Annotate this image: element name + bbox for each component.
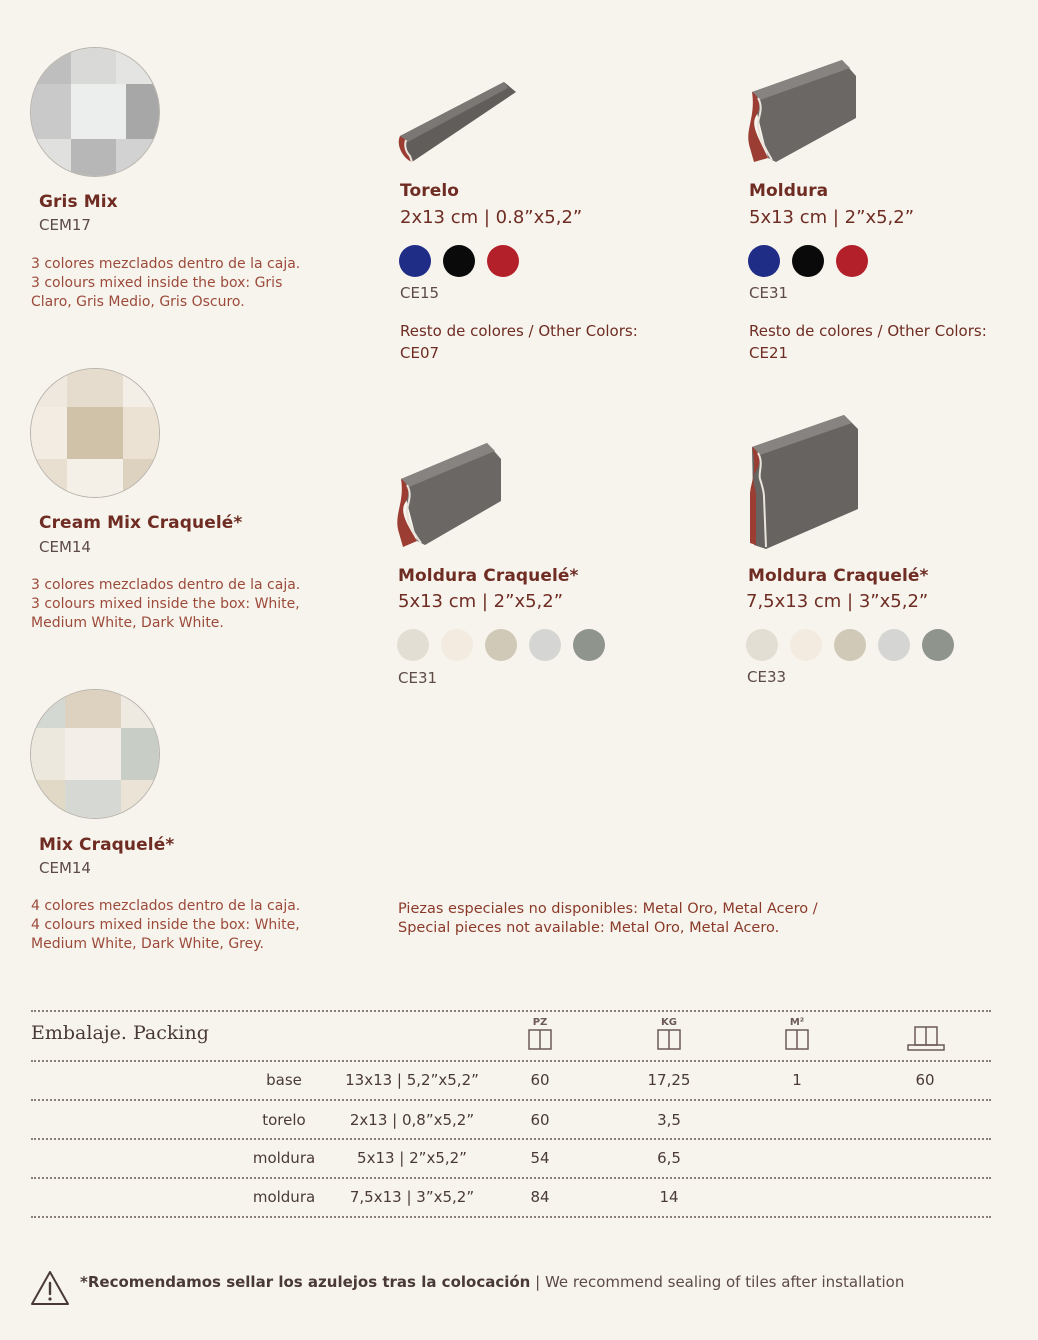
color-swatch xyxy=(746,629,778,661)
product-description: 3 colores mezclados dentro de la caja. 3 colours mixed inside the box: White, Medium White, Dark White. xyxy=(31,577,301,631)
color-swatches xyxy=(397,629,605,661)
color-swatch xyxy=(878,629,910,661)
piece-dimensions: 7,5x13 cm | 3”x5,2” xyxy=(746,591,929,612)
row-pieces: 60 xyxy=(530,1071,550,1089)
row-weight: 14 xyxy=(659,1188,679,1206)
piece-dimensions: 5x13 cm | 2”x5,2” xyxy=(749,207,915,228)
product-code: CEM14 xyxy=(39,859,91,877)
other-colors: Resto de colores / Other Colors: CE21 xyxy=(749,322,987,362)
color-swatch xyxy=(922,629,954,661)
piece-name: Moldura xyxy=(749,181,829,201)
area-header: M² xyxy=(777,1017,817,1053)
piece-dimensions: 5x13 cm | 2”x5,2” xyxy=(398,591,564,612)
color-swatch-blue xyxy=(399,245,431,277)
color-swatch-red xyxy=(487,245,519,277)
row-weight: 3,5 xyxy=(657,1111,681,1129)
product-description: 4 colores mezclados dentro de la caja. 4 colours mixed inside the box: White, Medium White, Dark White, Grey. xyxy=(31,898,301,952)
row-type: torelo xyxy=(262,1111,306,1129)
product-name: Mix Craquelé* xyxy=(39,835,175,855)
pieces-header: PZ xyxy=(520,1017,560,1053)
packing-title: Embalaje. Packing xyxy=(31,1022,209,1044)
color-swatch-black xyxy=(443,245,475,277)
row-type: moldura xyxy=(252,1149,316,1167)
row-area: 1 xyxy=(792,1071,802,1089)
color-swatch xyxy=(485,629,517,661)
row-pieces: 60 xyxy=(530,1111,550,1129)
piece-name: Torelo xyxy=(400,181,460,201)
color-swatch-red xyxy=(836,245,868,277)
row-type: moldura xyxy=(252,1188,316,1206)
moldura-piece-image xyxy=(746,58,862,166)
box-icon xyxy=(657,1028,681,1050)
sealing-recommendation: *Recomendamos sellar los azulejos tras la colocación | We recommend sealing of tiles after installation xyxy=(80,1273,905,1291)
moldura-craquele-piece-image xyxy=(395,441,507,549)
piece-dimensions: 2x13 cm | 0.8”x5,2” xyxy=(400,207,583,228)
row-weight: 6,5 xyxy=(657,1149,681,1167)
product-description: 3 colores mezclados dentro de la caja. 3 colours mixed inside the box: Gris Claro, Gris Medio, Gris Oscuro. xyxy=(31,256,301,310)
product-code: CEM17 xyxy=(39,216,91,234)
piece-code: CE15 xyxy=(400,284,440,302)
row-size: 13x13 | 5,2”x5,2” xyxy=(345,1071,479,1089)
color-swatch xyxy=(441,629,473,661)
table-divider xyxy=(31,1177,991,1179)
row-type: base xyxy=(266,1071,302,1089)
gris-mix-tile-image xyxy=(30,47,160,177)
warning-icon xyxy=(30,1270,70,1306)
other-colors: Resto de colores / Other Colors: CE07 xyxy=(400,322,638,362)
row-pieces: 54 xyxy=(530,1149,550,1167)
row-pieces: 84 xyxy=(530,1188,550,1206)
color-swatch-blue xyxy=(748,245,780,277)
table-divider xyxy=(31,1060,991,1062)
moldura-craquele-large-piece-image xyxy=(746,413,864,551)
table-divider xyxy=(31,1216,991,1218)
color-swatch xyxy=(397,629,429,661)
unavailable-pieces-note: Piezas especiales no disponibles: Metal Oro, Metal Acero / Special pieces not available: Metal Oro, Metal Acero. xyxy=(398,901,818,936)
table-divider xyxy=(31,1010,991,1012)
row-size: 7,5x13 | 3”x5,2” xyxy=(349,1188,475,1206)
color-swatch xyxy=(790,629,822,661)
piece-code: CE33 xyxy=(747,668,787,686)
table-divider xyxy=(31,1138,991,1140)
row-size: 5x13 | 2”x5,2” xyxy=(357,1149,467,1167)
row-pallet: 60 xyxy=(915,1071,935,1089)
torelo-piece-image xyxy=(396,78,520,166)
cream-mix-tile-image xyxy=(30,368,160,498)
row-weight: 17,25 xyxy=(647,1071,691,1089)
color-swatches xyxy=(748,245,868,277)
piece-name: Moldura Craquelé* xyxy=(748,566,929,586)
weight-header: KG xyxy=(649,1017,689,1053)
piece-code: CE31 xyxy=(749,284,789,302)
product-name: Cream Mix Craquelé* xyxy=(39,513,243,533)
piece-code: CE31 xyxy=(398,669,438,687)
row-size: 2x13 | 0,8”x5,2” xyxy=(349,1111,475,1129)
table-divider xyxy=(31,1099,991,1101)
color-swatch xyxy=(573,629,605,661)
mix-craquele-tile-image xyxy=(30,689,160,819)
color-swatches xyxy=(399,245,519,277)
box-icon xyxy=(528,1028,552,1050)
color-swatch-black xyxy=(792,245,824,277)
color-swatch xyxy=(834,629,866,661)
box-icon xyxy=(785,1028,809,1050)
color-swatches xyxy=(746,629,954,661)
product-code: CEM14 xyxy=(39,538,91,556)
piece-name: Moldura Craquelé* xyxy=(398,566,579,586)
product-name: Gris Mix xyxy=(39,192,118,212)
pallet-icon xyxy=(906,1025,946,1053)
color-swatch xyxy=(529,629,561,661)
